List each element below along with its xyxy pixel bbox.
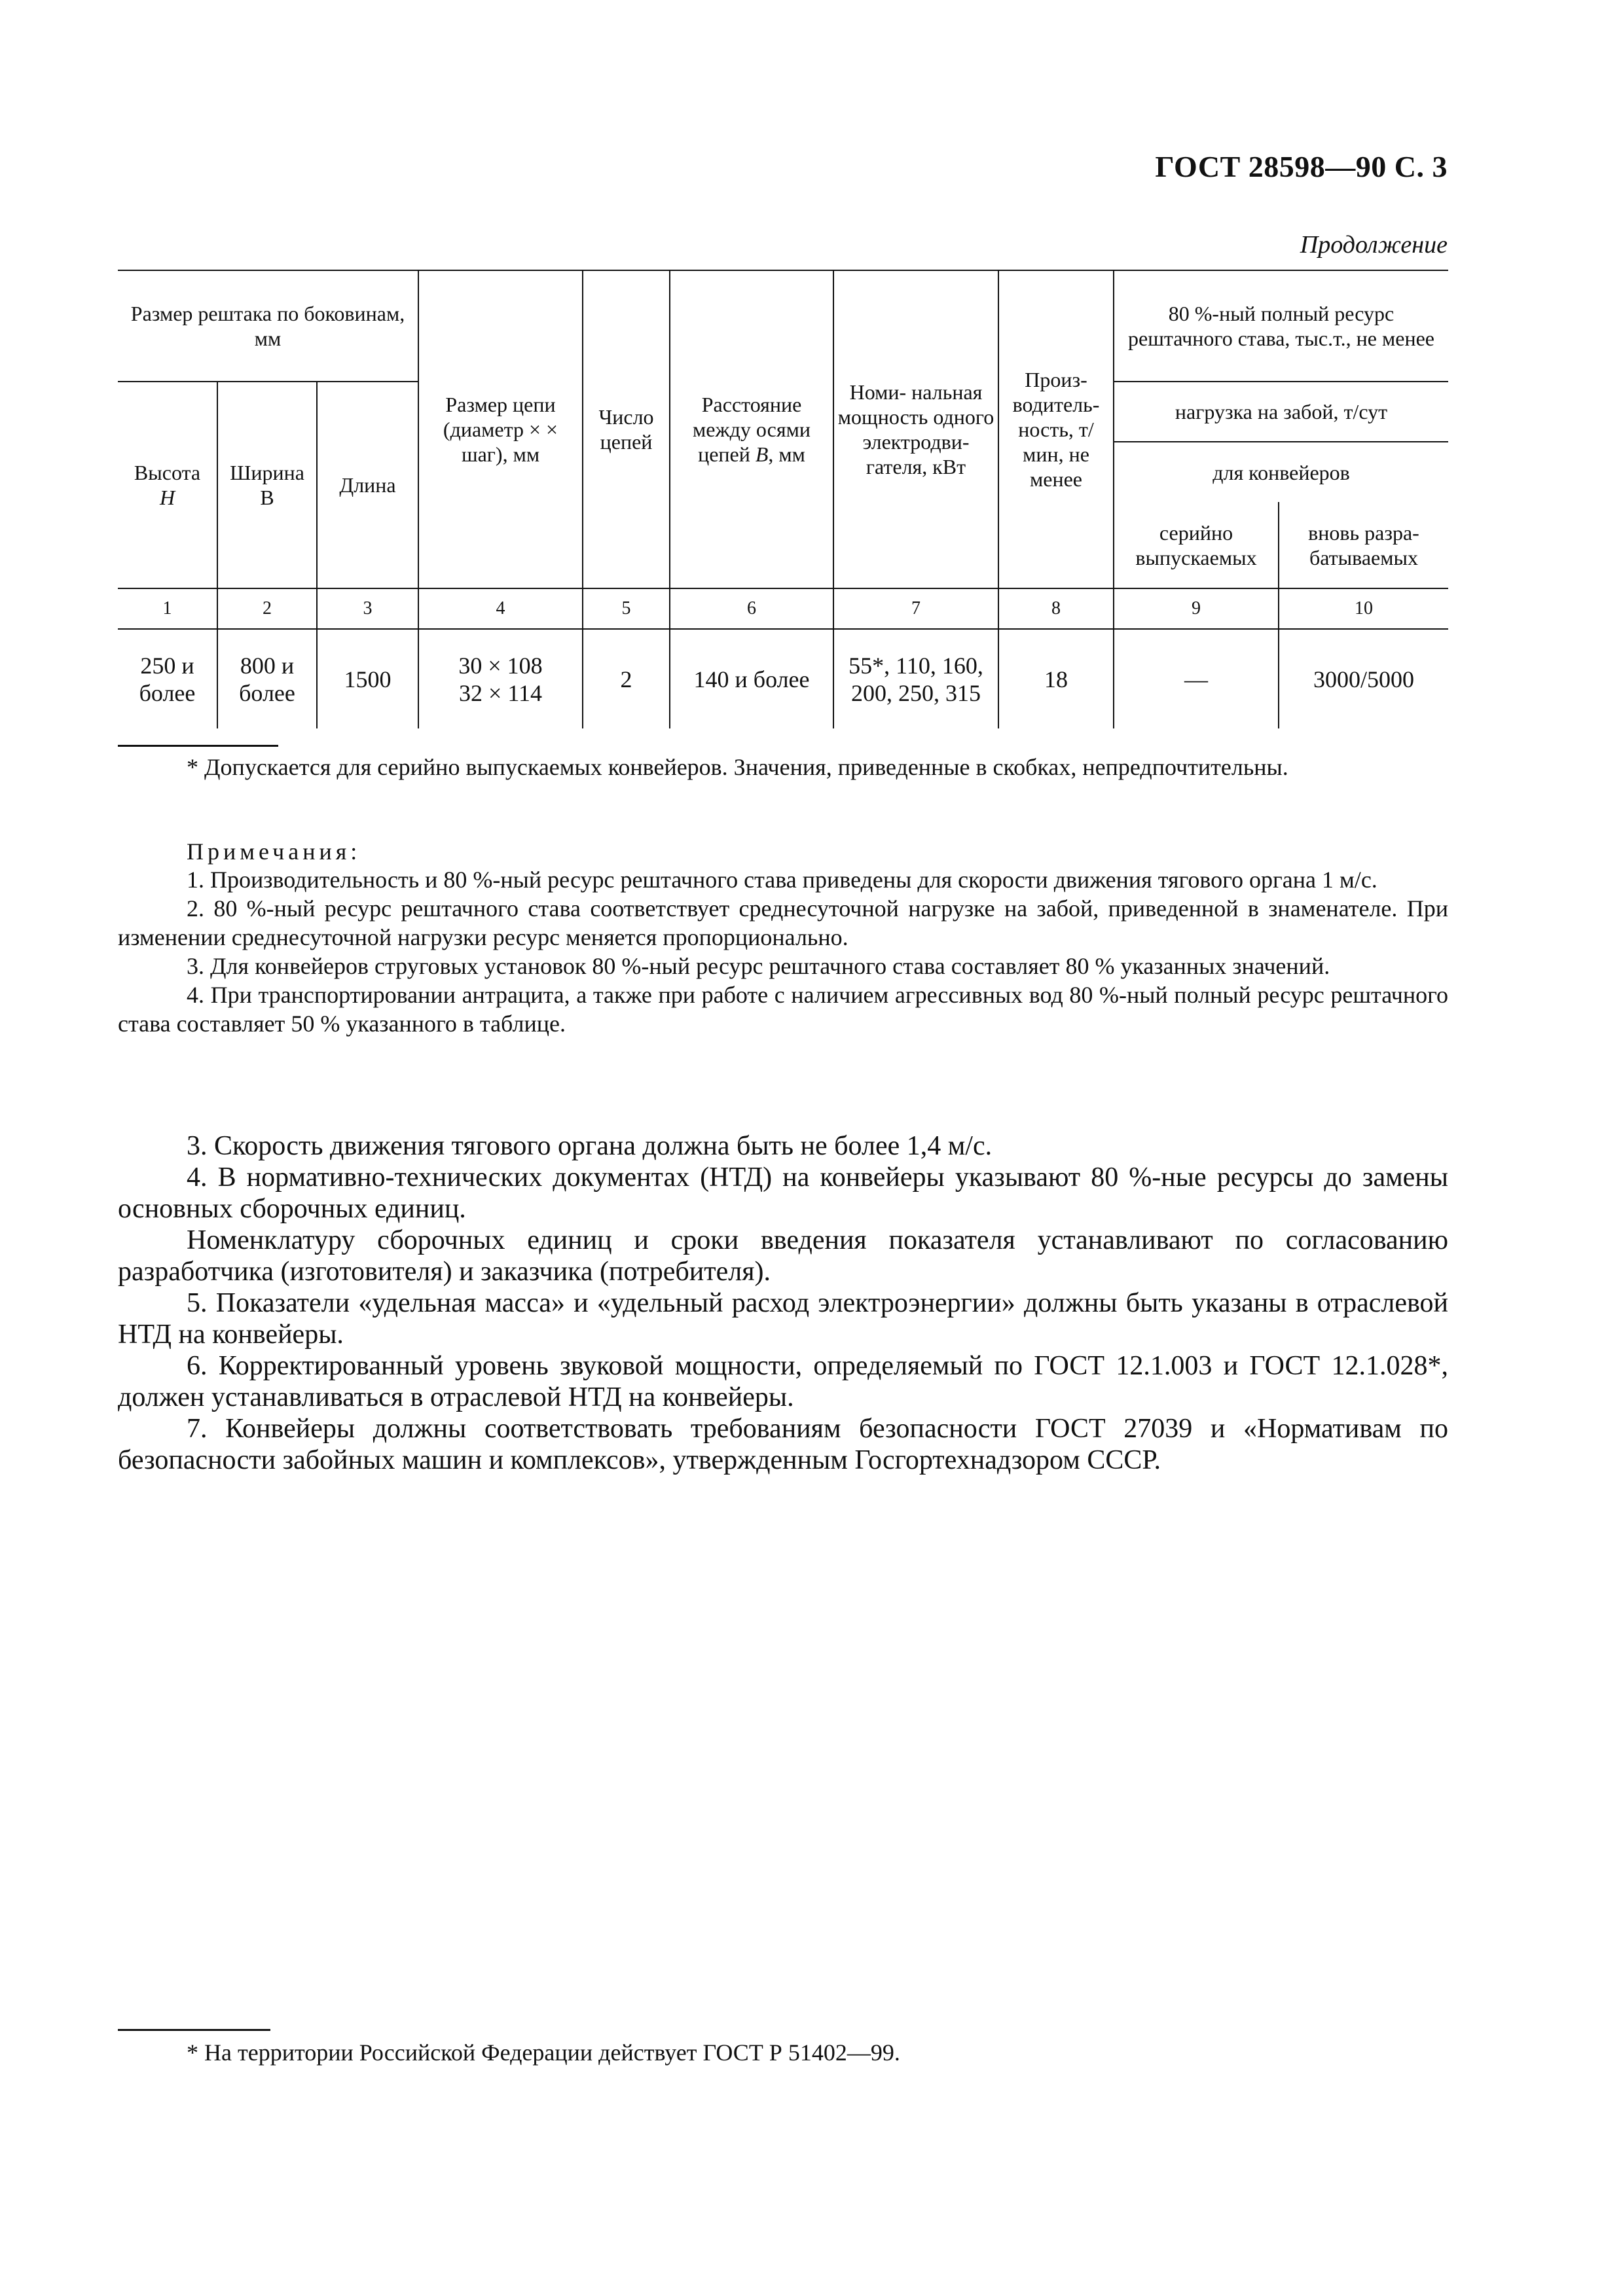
header-motor-power: Номи- нальная мощность одного электродви- гателя, кВт — [833, 270, 998, 588]
header-productivity: Произ- водитель- ность, т/мин, не менее — [998, 270, 1114, 588]
body-text — [118, 1130, 1448, 1476]
col-number-9: 9 — [1114, 588, 1279, 629]
col-number-10: 10 — [1279, 588, 1448, 629]
col-number-2: 2 — [217, 588, 317, 629]
footnote-separator — [118, 745, 278, 747]
header-width: Ширина В — [217, 382, 317, 588]
note-item: 3. Для конвейеров струговых установок 80 %-ный ресурс рештачного става составляет 80 % указанных значений. — [187, 953, 1330, 979]
table-footnote: * Допускается для серийно выпускаемых конвейеров. Значения, приведенные в скобках, непредпочтительны. — [187, 754, 1288, 780]
col-number-7: 7 — [833, 588, 998, 629]
note-item: 2. 80 %-ный ресурс рештачного става соответствует среднесуточной нагрузке на забой, приведенной в знаменателе. При изменении среднесуточной нагрузки ресурс меняется пропорционально. — [118, 895, 1448, 950]
body-paragraph: Номенклатуру сборочных единиц и сроки введения показателя устанавливают по согласованию разработчика (изготовителя) и заказчика (потребителя). — [118, 1225, 1448, 1287]
cell-motor-power: 55*, 110, 160, 200, 250, 315 — [833, 629, 998, 728]
header-size-group: Размер рештака по боковинам, мм — [118, 270, 418, 382]
cell-productivity: 18 — [998, 629, 1114, 728]
cell-serial: — — [1114, 629, 1279, 728]
header-load: нагрузка на забой, т/сут — [1114, 382, 1448, 442]
body-paragraph: 7. Конвейеры должны соответствовать требованиям безопасности ГОСТ 27039 и «Нормативам по безопасности забойных машин и комплексов», утвержденным Госгортехнадзором СССР. — [118, 1414, 1448, 1475]
cell-height: 250 и более — [139, 652, 196, 706]
document-header: ГОСТ 28598—90 С. 3 — [1155, 150, 1448, 183]
body-paragraph: 4. В нормативно-технических документах (НТД) на конвейеры указывают 80 %-ные ресурсы до замены основных сборочных единиц. — [118, 1162, 1448, 1224]
body-paragraph: 5. Показатели «удельная масса» и «удельный расход электроэнергии» должны быть указаны в отраслевой НТД на конвейеры. — [118, 1288, 1448, 1350]
table-row — [118, 629, 1448, 728]
col-number-8: 8 — [998, 588, 1114, 629]
cell-new: 3000/5000 — [1279, 629, 1448, 728]
notes-list — [118, 865, 1448, 1038]
header-chain-size: Размер цепи (диаметр × × шаг), мм — [418, 270, 583, 588]
table-continuation-label: Продолжение — [1300, 231, 1448, 259]
body-paragraph: 3. Скорость движения тягового органа должна быть не более 1,4 м/с. — [187, 1131, 993, 1161]
col-number-3: 3 — [317, 588, 418, 629]
col-number-6: 6 — [670, 588, 833, 629]
cell-chain-count: 2 — [583, 629, 670, 728]
header-new: вновь разра- батываемых — [1279, 502, 1448, 588]
cell-length: 1500 — [317, 629, 418, 728]
col-number-5: 5 — [583, 588, 670, 629]
cell-chain-size: 30 × 108 32 × 114 — [418, 629, 583, 728]
col-number-4: 4 — [418, 588, 583, 629]
header-length: Длина — [317, 382, 418, 588]
header-height: Высота H — [118, 382, 217, 588]
cell-width: 800 и более — [217, 629, 317, 728]
header-serial: серийно выпускаемых — [1114, 502, 1279, 588]
header-chain-distance: Расстояние между осями цепей В, мм — [670, 270, 833, 588]
page-footnote: * На территории Российской Федерации действует ГОСТ Р 51402—99. — [187, 2039, 900, 2066]
notes-title: Примечания: — [187, 838, 361, 865]
cell-chain-distance: 140 и более — [670, 629, 833, 728]
header-chain-count: Число цепей — [583, 270, 670, 588]
body-paragraph: 6. Корректированный уровень звуковой мощности, определяемый по ГОСТ 12.1.003 и ГОСТ 12.1.028*, должен устанавливаться в отраслевой НТД на конвейеры. — [118, 1351, 1448, 1412]
header-resource: 80 %-ный полный ресурс рештачного става, тыс.т., не менее — [1114, 270, 1448, 382]
note-item: 1. Производительность и 80 %-ный ресурс рештачного става приведены для скорости движения тягового органа 1 м/с. — [187, 867, 1377, 893]
header-for-conveyors: для конвейеров — [1114, 442, 1448, 502]
specifications-table — [118, 270, 1448, 728]
col-number-1: 1 — [118, 588, 217, 629]
page-footnote-separator — [118, 2029, 270, 2031]
note-item: 4. При транспортировании антрацита, а также при работе с наличием агрессивных вод 80 %-ный полный ресурс рештачного става составляет 50 % указанного в таблице. — [118, 982, 1448, 1037]
